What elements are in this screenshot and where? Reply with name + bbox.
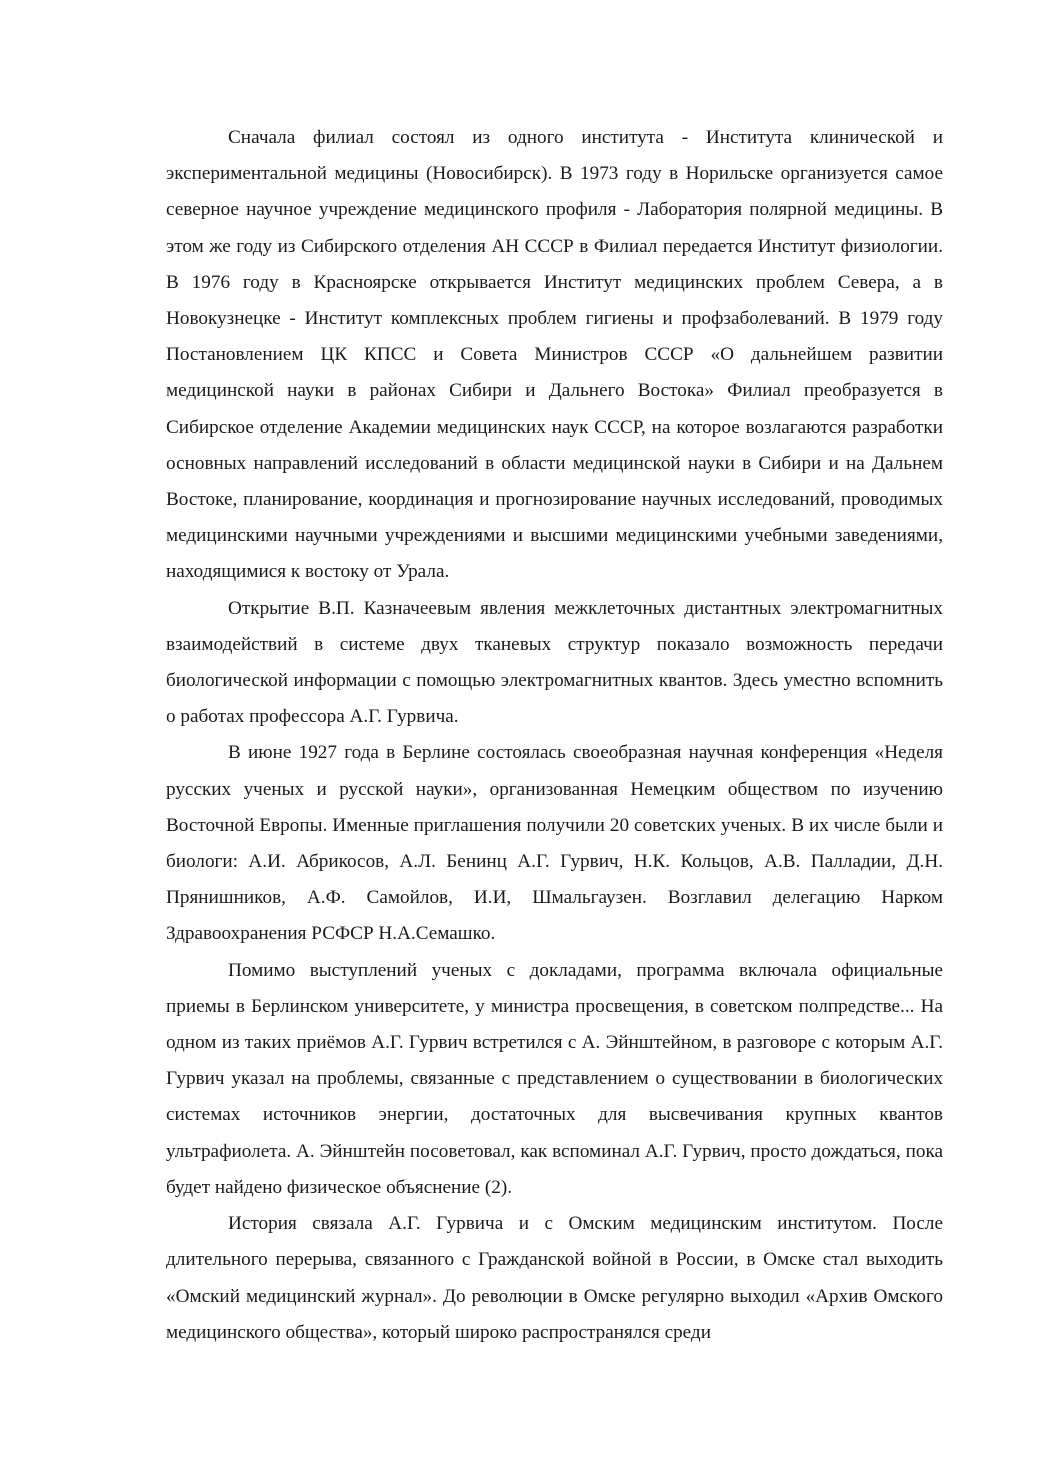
paragraph-5: История связала А.Г. Гурвича и с Омским медицинским институтом. После длительного перерыва, связанного с Гражданской войной в России, в Омске стал выходить «Омский медицинский журнал». До революции в Омске регулярно выходил «Архив Омского медицинского общества», который широко распространялся среди: [166, 1213, 943, 1343]
paragraph-4: Помимо выступлений ученых с докладами, программа включала официальные приемы в Берлинском университете, у министра просвещения, в советском полпредстве... На одном из таких приёмов А.Г. Гурвич встретился с А. Эйнштейном, в разговоре с которым А.Г. Гурвич указал на проблемы, связанные с представлением о существовании в биологических системах источников энергии, достаточных для высвечивания крупных квантов ультрафиолета. А. Эйнштейн посоветовал, как вспоминал А.Г. Гурвич, просто дождаться, пока будет найдено физическое объяснение (2).: [166, 959, 943, 1198]
paragraph-3: В июне 1927 года в Берлине состоялась своеобразная научная конференция «Неделя русских ученых и русской науки», организованная Немецким обществом по изучению Восточной Европы. Именные приглашения получили 20 советских ученых. В их числе были и биологи: А.И. Абрикосов, А.Л. Бенинц А.Г. Гурвич, Н.К. Кольцов, А.В. Палладии, Д.Н. Прянишников, А.Ф. Самойлов, И.И, Шмальгаузен. Возглавил делегацию Нарком Здравоохранения РСФСР Н.А.Семашко.: [166, 742, 943, 945]
paragraph-1: Сначала филиал состоял из одного института - Института клинической и экспериментальной медицины (Новосибирск). В 1973 году в Норильске организуется самое северное научное учреждение медицинского профиля - Лаборатория полярной медицины. В этом же году из Сибирского отделения АН СССР в Филиал передается Институт физиологии. В 1976 году в Красноярске открывается Институт медицинских проблем Севера, а в Новокузнецке - Институт комплексных проблем гигиены и профзаболеваний. В 1979 году Постановлением ЦК КПСС и Совета Министров СССР «О дальнейшем развитии медицинской науки в районах Сибири и Дальнего Востока» Филиал преобразуется в Сибирское отделение Академии медицинских наук СССР, на которое возлагаются разработки основных направлений исследований в области медицинской науки в Сибири и на Дальнем Востоке, планирование, координация и прогнозирование научных исследований, проводимых медицинскими научными учреждениями и высшими медицинскими учебными заведениями, находящимися к востоку от Урала.: [166, 127, 943, 583]
paragraph-2: Открытие В.П. Казначеевым явления межклеточных дистантных электромагнитных взаимодействий в системе двух тканевых структур показало возможность передачи биологической информации с помощью электромагнитных квантов. Здесь уместно вспомнить о работах профессора А.Г. Гурвича.: [166, 597, 943, 728]
document-body: [166, 120, 943, 1351]
